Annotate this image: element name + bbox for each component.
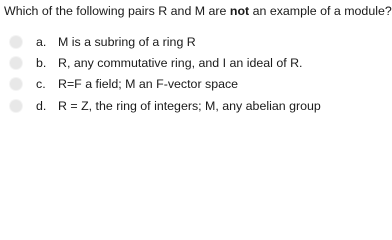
option-letter-d: d. (36, 99, 47, 113)
option-c[interactable] (0, 74, 350, 94)
radio-button-a[interactable] (10, 36, 22, 48)
question-suffix: an example of a module? (249, 4, 392, 18)
option-text-c: R=F a field; M an F-vector space (58, 77, 239, 91)
option-letter-c: c. (36, 77, 46, 91)
question-prefix: Which of the following pairs R and M are (4, 4, 230, 18)
radio-button-d[interactable] (10, 100, 22, 112)
option-letter-a: a. (36, 35, 47, 49)
option-letter-b: b. (36, 56, 47, 70)
option-text-b: R, any commutative ring, and I an ideal of R. (58, 56, 303, 70)
radio-button-b[interactable] (10, 57, 22, 69)
radio-button-c[interactable] (10, 78, 22, 90)
option-text-d: R = Z, the ring of integers; M, any abelian group (58, 99, 321, 113)
option-d[interactable] (0, 96, 350, 116)
option-a[interactable] (0, 32, 350, 52)
question-emphasis: not (229, 4, 250, 18)
option-b[interactable] (0, 53, 350, 73)
question-text (4, 3, 392, 19)
option-text-a: M is a subring of a ring R (58, 35, 196, 49)
